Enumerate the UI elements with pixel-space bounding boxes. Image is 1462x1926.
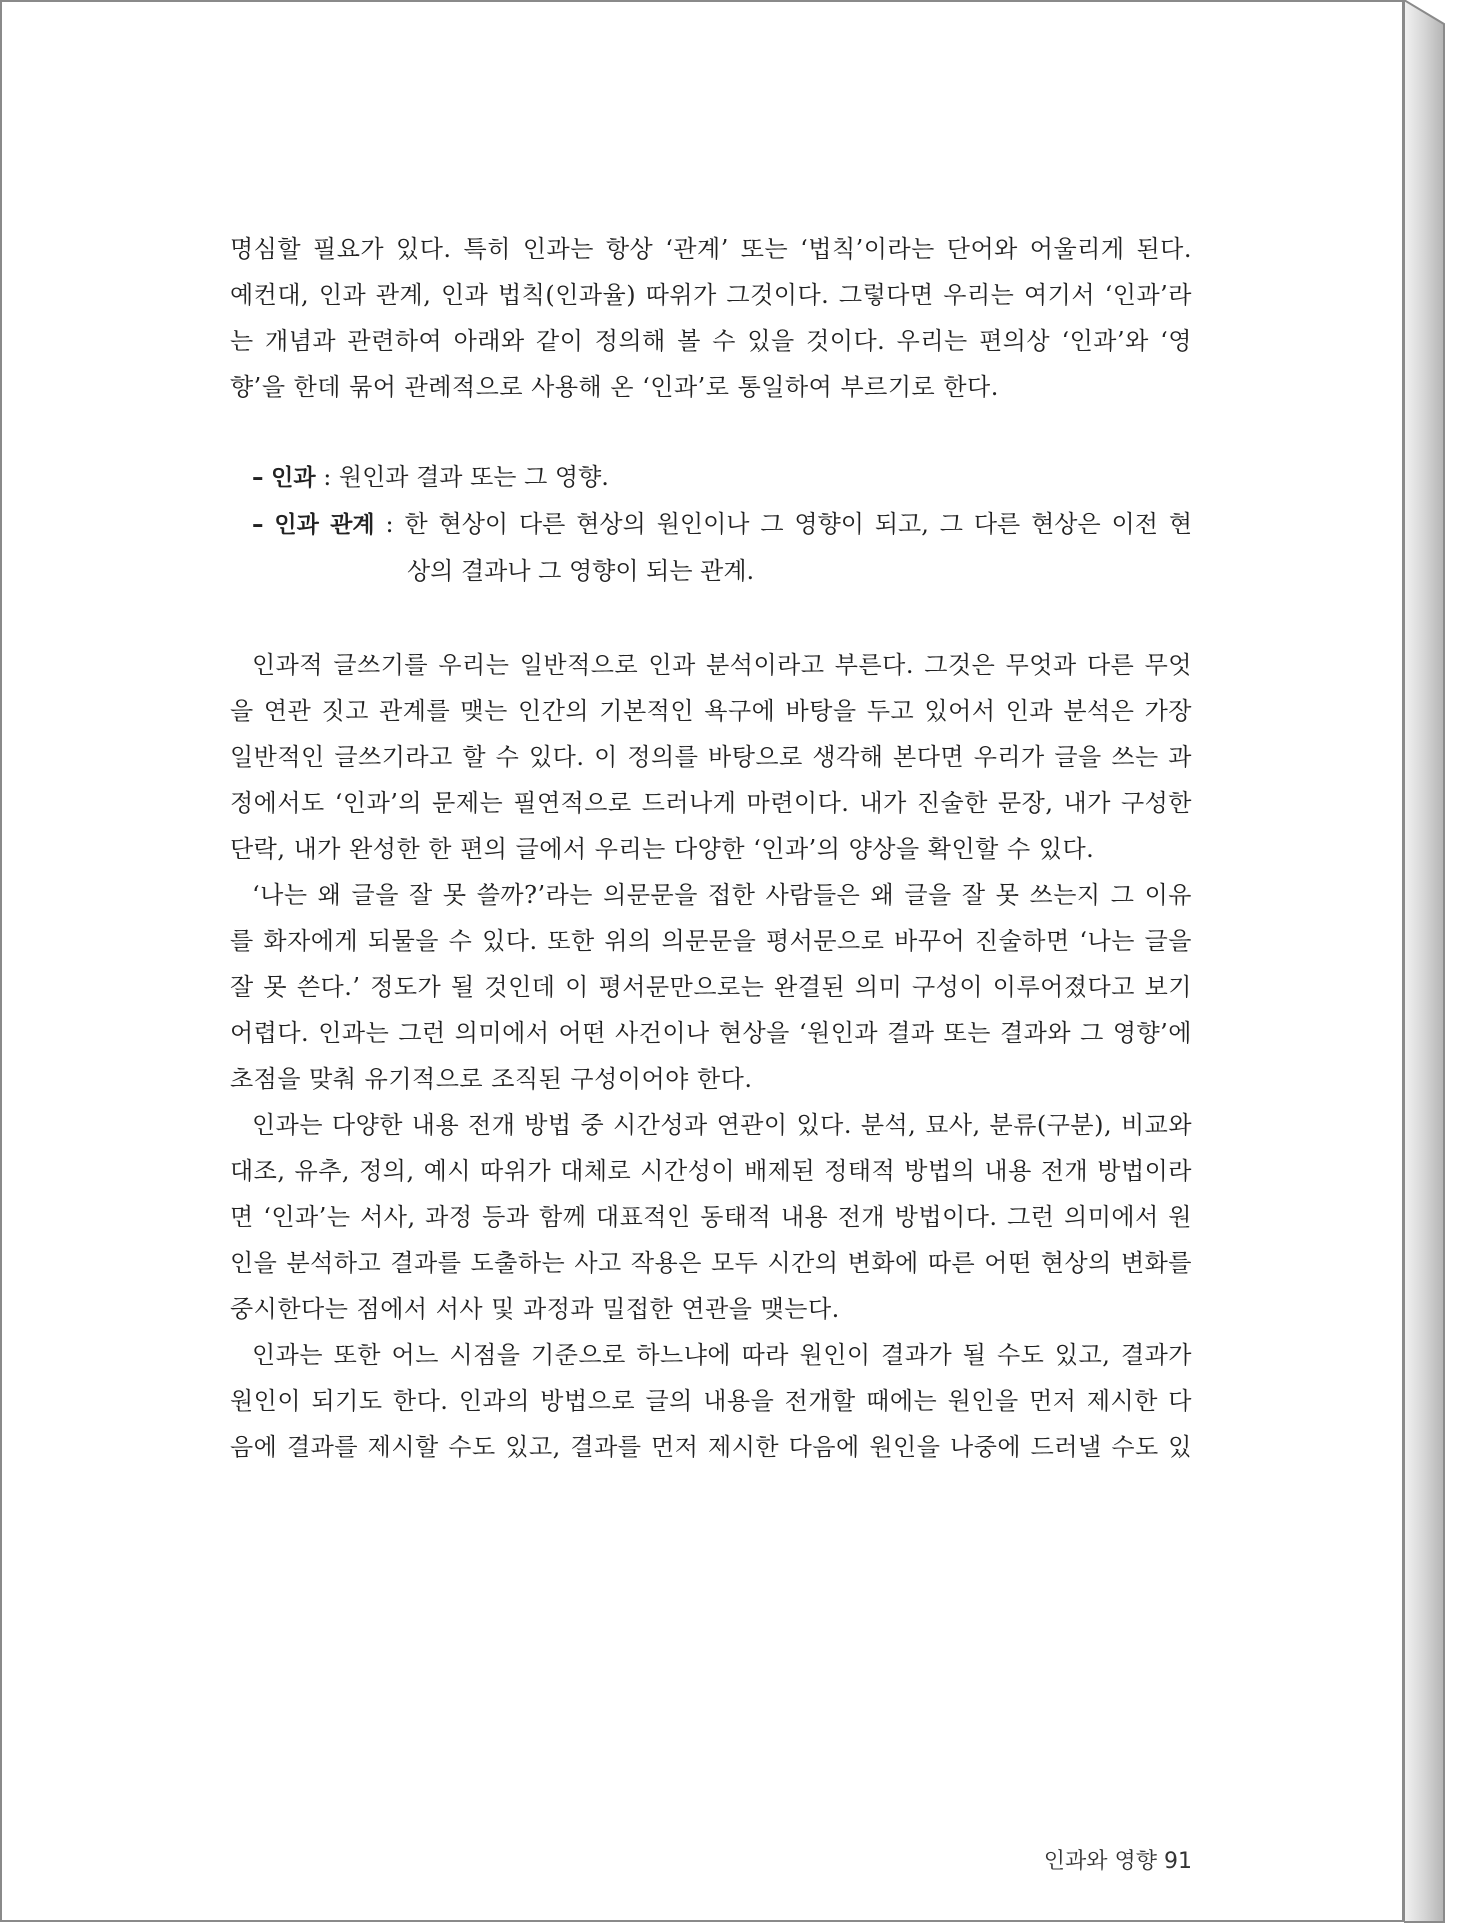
text-line: 명심할 필요가 있다. 특히 인과는 항상 ‘관계’ 또는 ‘법칙’이라는 단어와 어울리게 된다. — [230, 235, 1192, 263]
definition-term: 인과 관계 — [274, 512, 375, 538]
text-line: 어렵다. 인과는 그런 의미에서 어떤 사건이나 현상을 ‘원인과 결과 또는 결과와 그 영향’에 — [230, 1019, 1192, 1047]
paragraph-intro — [230, 226, 1192, 410]
text-line: 향’을 한데 묶어 관례적으로 사용해 온 ‘인과’로 통일하여 부르기로 한다. — [230, 373, 999, 401]
text-line: 단락, 내가 완성한 한 편의 글에서 우리는 다양한 ‘인과’의 양상을 확인할 수 있다. — [230, 835, 1095, 863]
text-line: 음에 결과를 제시할 수도 있고, 결과를 먼저 제시한 다음에 원인을 나중에 드러낼 수도 있 — [230, 1433, 1192, 1461]
text-line: 는 개념과 관련하여 아래와 같이 정의해 볼 수 있을 것이다. 우리는 편의상 ‘인과’와 ‘영 — [230, 327, 1192, 355]
definition-separator: : — [374, 510, 405, 538]
page-number: 91 — [1164, 1849, 1192, 1874]
definition-dash: – — [252, 512, 264, 538]
page-footer — [1030, 1844, 1192, 1875]
text-line: 인과적 글쓰기를 우리는 일반적으로 인과 분석이라고 부른다. 그것은 무엇과 다른 무엇 — [252, 651, 1192, 679]
text-line: 원인이 되기도 한다. 인과의 방법으로 글의 내용을 전개할 때에는 원인을 먼저 제시한 다 — [230, 1387, 1192, 1415]
text-line: 인을 분석하고 결과를 도출하는 사고 작용은 모두 시간의 변화에 따른 어떤 현상의 변화를 — [230, 1249, 1192, 1277]
text-line: 를 화자에게 되물을 수 있다. 또한 위의 의문문을 평서문으로 바꾸어 진술하면 ‘나는 글을 — [230, 927, 1192, 955]
definition-term: 인과 — [271, 465, 316, 491]
text-line: ‘나는 왜 글을 잘 못 쓸까?’라는 의문문을 접한 사람들은 왜 글을 잘 못 쓰는지 그 이유 — [252, 881, 1192, 909]
book-edge — [1404, 0, 1460, 1924]
text-line: 일반적인 글쓰기라고 할 수 있다. 이 정의를 바탕으로 생각해 본다면 우리가 글을 쓰는 과 — [230, 743, 1192, 771]
text-line: 예컨대, 인과 관계, 인과 법칙(인과율) 따위가 그것이다. 그렇다면 우리는 여기서 ‘인과’라 — [230, 281, 1192, 309]
definition-text-continued: 상의 결과나 그 영향이 되는 관계. — [407, 557, 755, 585]
definition-text: 한 현상이 다른 현상의 원인이나 그 영향이 되고, 그 다른 현상은 이전 현 — [404, 510, 1193, 538]
text-line: 대조, 유추, 정의, 예시 따위가 대체로 시간성이 배제된 정태적 방법의 내용 전개 방법이라 — [230, 1157, 1192, 1185]
text-line: 초점을 맞춰 유기적으로 조직된 구성이어야 한다. — [230, 1065, 753, 1093]
text-line: 을 연관 짓고 관계를 맺는 인간의 기본적인 욕구에 바탕을 두고 있어서 인과 분석은 가장 — [230, 697, 1192, 725]
text-line: 인과는 또한 어느 시점을 기준으로 하느냐에 따라 원인이 결과가 될 수도 있고, 결과가 — [252, 1341, 1192, 1369]
definition-item — [252, 454, 1192, 501]
text-line: 잘 못 쓴다.’ 정도가 될 것인데 이 평서문만으로는 완결된 의미 구성이 이루어졌다고 보기 — [230, 973, 1192, 1001]
definition-dash: – — [252, 465, 264, 491]
text-line: 정에서도 ‘인과’의 문제는 필연적으로 드러나게 마련이다. 내가 진술한 문장, 내가 구성한 — [230, 789, 1192, 817]
paragraph-2 — [230, 872, 1192, 1102]
paragraph-4 — [230, 1332, 1192, 1470]
definition-item — [252, 501, 1192, 594]
text-line: 면 ‘인과’는 서사, 과정 등과 함께 대표적인 동태적 내용 전개 방법이다. 그런 의미에서 원 — [230, 1203, 1192, 1231]
definition-list — [230, 454, 1192, 594]
running-title: 인과와 영향 — [1043, 1849, 1157, 1874]
text-line: 중시한다는 점에서 서사 및 과정과 밀접한 연관을 맺는다. — [230, 1295, 840, 1323]
page-body — [230, 226, 1192, 1470]
paragraph-3 — [230, 1102, 1192, 1332]
definition-separator: : — [315, 463, 339, 491]
definition-text: 원인과 결과 또는 그 영향. — [338, 463, 609, 491]
paragraph-1 — [230, 642, 1192, 872]
text-line: 인과는 다양한 내용 전개 방법 중 시간성과 연관이 있다. 분석, 묘사, 분류(구분), 비교와 — [252, 1111, 1192, 1139]
